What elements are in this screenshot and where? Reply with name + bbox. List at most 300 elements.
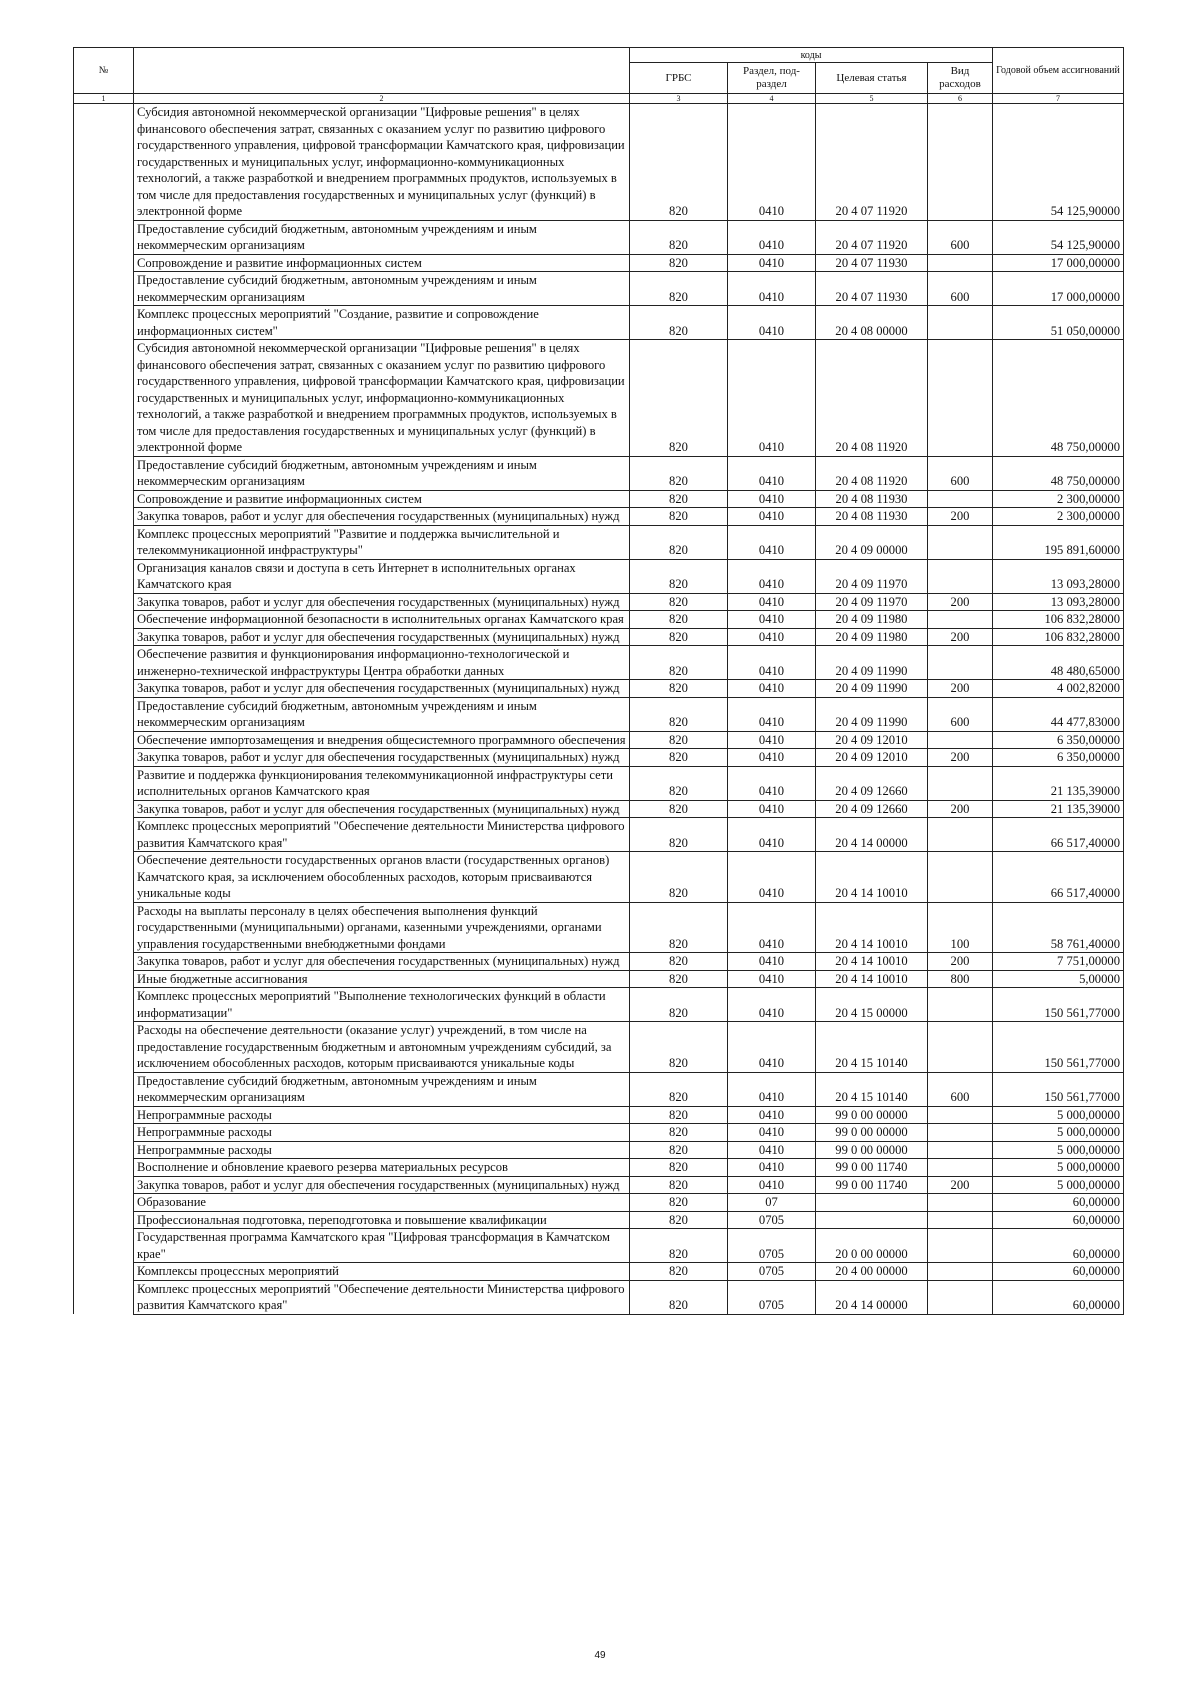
- header-index-1: 1: [74, 94, 134, 104]
- row-allocation-cell: 17 000,00000: [993, 272, 1124, 306]
- row-allocation-cell: 54 125,90000: [993, 220, 1124, 254]
- table-row: [74, 611, 1124, 629]
- row-grbs-cell: 820: [630, 306, 728, 340]
- budget-table-sheet: [73, 47, 1123, 1315]
- row-grbs-cell: 820: [630, 818, 728, 852]
- row-allocation-cell: 7 751,00000: [993, 953, 1124, 971]
- row-name-cell: Обеспечение деятельности государственных органов власти (государственных органов) Камчатского края, за исключением обособленных расходов, которым присваиваются уникальные коды: [134, 852, 630, 903]
- row-grbs-cell: 820: [630, 508, 728, 526]
- row-celevaya-cell: 99 0 00 00000: [816, 1141, 928, 1159]
- row-grbs-cell: 820: [630, 490, 728, 508]
- row-number-cell: [74, 852, 134, 903]
- budget-allocation-table: [73, 47, 1124, 1315]
- row-celevaya-cell: 20 4 09 11990: [816, 697, 928, 731]
- row-name-cell: Закупка товаров, работ и услуг для обеспечения государственных (муниципальных) нужд: [134, 800, 630, 818]
- row-name-cell: Закупка товаров, работ и услуг для обеспечения государственных (муниципальных) нужд: [134, 593, 630, 611]
- row-name-cell: Закупка товаров, работ и услуг для обеспечения государственных (муниципальных) нужд: [134, 953, 630, 971]
- row-name-cell: Субсидия автономной некоммерческой организации "Цифровые решения" в целях финансового обеспечения затрат, связанных с оказанием услуг по развитию цифрового государственного управления, цифровой трансформации Камчатского края, цифровизации государственных и муниципальных услуг, информационно-коммуникационных технологий, а также разработкой и внедрением программных продуктов, используемых в том числе для предоставления государственных и муниципальных услуг (функций) в электронной форме: [134, 104, 630, 221]
- row-grbs-cell: 820: [630, 731, 728, 749]
- row-vid-cell: [928, 818, 993, 852]
- row-name-cell: Непрограммные расходы: [134, 1141, 630, 1159]
- row-razdel-cell: 0705: [728, 1229, 816, 1263]
- table-row: [74, 749, 1124, 767]
- row-name-cell: Комплекс процессных мероприятий "Обеспечение деятельности Министерства цифрового развития Камчатского края": [134, 818, 630, 852]
- row-number-cell: [74, 104, 134, 221]
- table-row: [74, 1176, 1124, 1194]
- row-allocation-cell: 60,00000: [993, 1194, 1124, 1212]
- table-row: [74, 852, 1124, 903]
- table-row: [74, 456, 1124, 490]
- row-allocation-cell: 60,00000: [993, 1263, 1124, 1281]
- row-celevaya-cell: 20 4 08 11920: [816, 456, 928, 490]
- row-celevaya-cell: 20 4 07 11930: [816, 254, 928, 272]
- row-celevaya-cell: 20 4 15 10140: [816, 1022, 928, 1073]
- row-vid-cell: [928, 766, 993, 800]
- row-name-cell: Иные бюджетные ассигнования: [134, 970, 630, 988]
- row-vid-cell: [928, 1229, 993, 1263]
- row-celevaya-cell: 20 0 00 00000: [816, 1229, 928, 1263]
- row-celevaya-cell: 20 4 09 11990: [816, 646, 928, 680]
- row-number-cell: [74, 1072, 134, 1106]
- row-name-cell: Восполнение и обновление краевого резерва материальных ресурсов: [134, 1159, 630, 1177]
- row-number-cell: [74, 800, 134, 818]
- row-razdel-cell: 0410: [728, 800, 816, 818]
- row-vid-cell: [928, 104, 993, 221]
- row-razdel-cell: 0410: [728, 818, 816, 852]
- row-name-cell: Обеспечение информационной безопасности в исполнительных органах Камчатского края: [134, 611, 630, 629]
- row-razdel-cell: 0410: [728, 272, 816, 306]
- row-allocation-cell: 106 832,28000: [993, 628, 1124, 646]
- row-razdel-cell: 0410: [728, 1124, 816, 1142]
- row-allocation-cell: 5 000,00000: [993, 1124, 1124, 1142]
- row-name-cell: Образование: [134, 1194, 630, 1212]
- row-razdel-cell: 0410: [728, 766, 816, 800]
- row-vid-cell: [928, 646, 993, 680]
- table-row: [74, 1194, 1124, 1212]
- row-razdel-cell: 0410: [728, 680, 816, 698]
- row-grbs-cell: 820: [630, 766, 728, 800]
- row-name-cell: Государственная программа Камчатского края "Цифровая трансформация в Камчатском крае": [134, 1229, 630, 1263]
- table-row: [74, 902, 1124, 953]
- header-number: №: [74, 48, 134, 94]
- row-name-cell: Комплексы процессных мероприятий: [134, 1263, 630, 1281]
- row-name-cell: Непрограммные расходы: [134, 1106, 630, 1124]
- row-vid-cell: [928, 1211, 993, 1229]
- row-vid-cell: 200: [928, 749, 993, 767]
- row-allocation-cell: 150 561,77000: [993, 988, 1124, 1022]
- row-celevaya-cell: 20 4 09 11980: [816, 628, 928, 646]
- row-grbs-cell: 820: [630, 1263, 728, 1281]
- row-razdel-cell: 0410: [728, 697, 816, 731]
- row-razdel-cell: 0410: [728, 611, 816, 629]
- row-number-cell: [74, 525, 134, 559]
- row-celevaya-cell: 99 0 00 11740: [816, 1159, 928, 1177]
- row-razdel-cell: 0410: [728, 559, 816, 593]
- row-razdel-cell: 0410: [728, 254, 816, 272]
- row-number-cell: [74, 1141, 134, 1159]
- header-codes: коды: [630, 48, 993, 63]
- row-razdel-cell: 0410: [728, 593, 816, 611]
- row-vid-cell: [928, 340, 993, 457]
- row-allocation-cell: 51 050,00000: [993, 306, 1124, 340]
- row-razdel-cell: 0410: [728, 902, 816, 953]
- row-grbs-cell: 820: [630, 593, 728, 611]
- row-allocation-cell: 44 477,83000: [993, 697, 1124, 731]
- row-name-cell: Закупка товаров, работ и услуг для обеспечения государственных (муниципальных) нужд: [134, 628, 630, 646]
- row-name-cell: Комплекс процессных мероприятий "Создание, развитие и сопровождение информационных систем": [134, 306, 630, 340]
- table-row: [74, 800, 1124, 818]
- row-name-cell: Комплекс процессных мероприятий "Выполнение технологических функций в области информатизации": [134, 988, 630, 1022]
- row-name-cell: Закупка товаров, работ и услуг для обеспечения государственных (муниципальных) нужд: [134, 680, 630, 698]
- row-number-cell: [74, 988, 134, 1022]
- row-vid-cell: 600: [928, 697, 993, 731]
- header-index-4: 4: [728, 94, 816, 104]
- row-number-cell: [74, 1022, 134, 1073]
- row-grbs-cell: 820: [630, 525, 728, 559]
- row-allocation-cell: 195 891,60000: [993, 525, 1124, 559]
- row-allocation-cell: 54 125,90000: [993, 104, 1124, 221]
- row-celevaya-cell: 20 4 08 11930: [816, 490, 928, 508]
- row-name-cell: Закупка товаров, работ и услуг для обеспечения государственных (муниципальных) нужд: [134, 508, 630, 526]
- row-vid-cell: [928, 1124, 993, 1142]
- row-vid-cell: [928, 1106, 993, 1124]
- row-razdel-cell: 0410: [728, 646, 816, 680]
- row-allocation-cell: 13 093,28000: [993, 559, 1124, 593]
- row-allocation-cell: 5,00000: [993, 970, 1124, 988]
- row-number-cell: [74, 1176, 134, 1194]
- header-grbs: ГРБС: [630, 63, 728, 94]
- row-grbs-cell: 820: [630, 852, 728, 903]
- row-celevaya-cell: 20 4 07 11920: [816, 104, 928, 221]
- row-name-cell: Закупка товаров, работ и услуг для обеспечения государственных (муниципальных) нужд: [134, 1176, 630, 1194]
- row-allocation-cell: 60,00000: [993, 1229, 1124, 1263]
- row-name-cell: Комплекс процессных мероприятий "Развитие и поддержка вычислительной и телекоммуникационной инфраструктуры": [134, 525, 630, 559]
- row-vid-cell: 600: [928, 272, 993, 306]
- row-celevaya-cell: 20 4 14 10010: [816, 953, 928, 971]
- table-row: [74, 254, 1124, 272]
- row-number-cell: [74, 1106, 134, 1124]
- row-number-cell: [74, 953, 134, 971]
- table-row: [74, 593, 1124, 611]
- row-allocation-cell: 150 561,77000: [993, 1072, 1124, 1106]
- row-name-cell: Субсидия автономной некоммерческой организации "Цифровые решения" в целях финансового обеспечения затрат, связанных с оказанием услуг по развитию цифрового государственного управления, цифровой трансформации Камчатского края, цифровизации государственных и муниципальных услуг, информационно-коммуникационных технологий, а также разработкой и внедрением программных продуктов, используемых в том числе для предоставления государственных и муниципальных услуг (функций) в электронной форме: [134, 340, 630, 457]
- row-grbs-cell: 820: [630, 254, 728, 272]
- row-razdel-cell: 07: [728, 1194, 816, 1212]
- table-row: [74, 1280, 1124, 1314]
- row-allocation-cell: 4 002,82000: [993, 680, 1124, 698]
- row-allocation-cell: 17 000,00000: [993, 254, 1124, 272]
- row-grbs-cell: 820: [630, 272, 728, 306]
- row-vid-cell: [928, 611, 993, 629]
- row-number-cell: [74, 818, 134, 852]
- row-razdel-cell: 0410: [728, 220, 816, 254]
- row-number-cell: [74, 766, 134, 800]
- row-razdel-cell: 0410: [728, 508, 816, 526]
- header-index-3: 3: [630, 94, 728, 104]
- row-grbs-cell: 820: [630, 970, 728, 988]
- row-celevaya-cell: 20 4 15 00000: [816, 988, 928, 1022]
- table-row: [74, 1022, 1124, 1073]
- table-row: [74, 1106, 1124, 1124]
- row-razdel-cell: 0410: [728, 456, 816, 490]
- row-razdel-cell: 0410: [728, 1106, 816, 1124]
- table-row: [74, 731, 1124, 749]
- table-row: [74, 559, 1124, 593]
- row-allocation-cell: 6 350,00000: [993, 731, 1124, 749]
- row-allocation-cell: 66 517,40000: [993, 852, 1124, 903]
- table-row: [74, 680, 1124, 698]
- row-grbs-cell: 820: [630, 697, 728, 731]
- row-allocation-cell: 13 093,28000: [993, 593, 1124, 611]
- row-name-cell: Организация каналов связи и доступа в сеть Интернет в исполнительных органах Камчатского края: [134, 559, 630, 593]
- row-name-cell: Предоставление субсидий бюджетным, автономным учреждениям и иным некоммерческим организациям: [134, 1072, 630, 1106]
- row-grbs-cell: 820: [630, 1176, 728, 1194]
- row-name-cell: Предоставление субсидий бюджетным, автономным учреждениям и иным некоммерческим организациям: [134, 272, 630, 306]
- row-razdel-cell: 0410: [728, 340, 816, 457]
- table-row: [74, 628, 1124, 646]
- row-grbs-cell: 820: [630, 611, 728, 629]
- row-number-cell: [74, 1229, 134, 1263]
- row-name-cell: Профессиональная подготовка, переподготовка и повышение квалификации: [134, 1211, 630, 1229]
- row-allocation-cell: 60,00000: [993, 1211, 1124, 1229]
- row-name-cell: Закупка товаров, работ и услуг для обеспечения государственных (муниципальных) нужд: [134, 749, 630, 767]
- row-vid-cell: [928, 254, 993, 272]
- row-vid-cell: 200: [928, 800, 993, 818]
- row-allocation-cell: 6 350,00000: [993, 749, 1124, 767]
- table-row: [74, 766, 1124, 800]
- row-number-cell: [74, 1159, 134, 1177]
- row-grbs-cell: 820: [630, 340, 728, 457]
- row-vid-cell: [928, 1159, 993, 1177]
- table-row: [74, 988, 1124, 1022]
- page-number: 49: [594, 1650, 606, 1661]
- row-grbs-cell: 820: [630, 680, 728, 698]
- row-celevaya-cell: 20 4 09 12010: [816, 749, 928, 767]
- row-allocation-cell: 48 750,00000: [993, 456, 1124, 490]
- row-name-cell: Развитие и поддержка функционирования телекоммуникационной инфраструктуры сети исполнительных органов Камчатского края: [134, 766, 630, 800]
- row-vid-cell: [928, 1263, 993, 1281]
- table-row: [74, 104, 1124, 221]
- row-vid-cell: 200: [928, 593, 993, 611]
- row-number-cell: [74, 272, 134, 306]
- row-vid-cell: 200: [928, 628, 993, 646]
- row-celevaya-cell: 20 4 09 12660: [816, 800, 928, 818]
- table-row: [74, 508, 1124, 526]
- row-number-cell: [74, 593, 134, 611]
- table-row: [74, 1072, 1124, 1106]
- row-grbs-cell: 820: [630, 1124, 728, 1142]
- table-row: [74, 1124, 1124, 1142]
- row-grbs-cell: 820: [630, 559, 728, 593]
- header-index-5: 5: [816, 94, 928, 104]
- row-celevaya-cell: 20 4 07 11920: [816, 220, 928, 254]
- row-vid-cell: [928, 988, 993, 1022]
- table-row: [74, 697, 1124, 731]
- table-row: [74, 272, 1124, 306]
- table-row: [74, 1211, 1124, 1229]
- row-name-cell: Предоставление субсидий бюджетным, автономным учреждениям и иным некоммерческим организациям: [134, 220, 630, 254]
- row-vid-cell: [928, 1280, 993, 1314]
- row-celevaya-cell: 99 0 00 11740: [816, 1176, 928, 1194]
- header-index-2: 2: [134, 94, 630, 104]
- row-grbs-cell: 820: [630, 1072, 728, 1106]
- row-celevaya-cell: 20 4 14 00000: [816, 818, 928, 852]
- row-vid-cell: [928, 306, 993, 340]
- row-name-cell: Предоставление субсидий бюджетным, автономным учреждениям и иным некоммерческим организациям: [134, 697, 630, 731]
- row-number-cell: [74, 254, 134, 272]
- row-number-cell: [74, 1211, 134, 1229]
- row-razdel-cell: 0410: [728, 490, 816, 508]
- row-razdel-cell: 0410: [728, 1176, 816, 1194]
- row-celevaya-cell: 20 4 09 12660: [816, 766, 928, 800]
- row-celevaya-cell: 99 0 00 00000: [816, 1106, 928, 1124]
- row-grbs-cell: 820: [630, 104, 728, 221]
- header-razdel: Раздел, под-раздел: [728, 63, 816, 94]
- table-body: [74, 104, 1124, 1315]
- row-grbs-cell: 820: [630, 902, 728, 953]
- row-celevaya-cell: 20 4 15 10140: [816, 1072, 928, 1106]
- row-razdel-cell: 0410: [728, 104, 816, 221]
- row-number-cell: [74, 970, 134, 988]
- row-celevaya-cell: 20 4 09 00000: [816, 525, 928, 559]
- header-name: [134, 48, 630, 94]
- row-number-cell: [74, 628, 134, 646]
- table-row: [74, 953, 1124, 971]
- table-row: [74, 970, 1124, 988]
- row-name-cell: Сопровождение и развитие информационных систем: [134, 490, 630, 508]
- table-row: [74, 818, 1124, 852]
- row-allocation-cell: 58 761,40000: [993, 902, 1124, 953]
- row-number-cell: [74, 456, 134, 490]
- row-vid-cell: 600: [928, 220, 993, 254]
- row-razdel-cell: 0410: [728, 953, 816, 971]
- table-row: [74, 1263, 1124, 1281]
- row-allocation-cell: 60,00000: [993, 1280, 1124, 1314]
- row-vid-cell: 200: [928, 508, 993, 526]
- row-grbs-cell: 820: [630, 456, 728, 490]
- row-razdel-cell: 0410: [728, 988, 816, 1022]
- row-name-cell: Непрограммные расходы: [134, 1124, 630, 1142]
- row-razdel-cell: 0410: [728, 525, 816, 559]
- row-allocation-cell: 21 135,39000: [993, 766, 1124, 800]
- row-grbs-cell: 820: [630, 220, 728, 254]
- row-vid-cell: [928, 1194, 993, 1212]
- row-grbs-cell: 820: [630, 1280, 728, 1314]
- row-number-cell: [74, 731, 134, 749]
- row-name-cell: Расходы на обеспечение деятельности (оказание услуг) учреждений, в том числе на предоставление государственным бюджетным и автономным учреждениям субсидий, за исключением обособленных расходов, которым присваиваются уникальные коды: [134, 1022, 630, 1073]
- row-vid-cell: 200: [928, 680, 993, 698]
- row-number-cell: [74, 306, 134, 340]
- row-number-cell: [74, 1124, 134, 1142]
- row-celevaya-cell: 20 4 14 00000: [816, 1280, 928, 1314]
- row-celevaya-cell: 20 4 07 11930: [816, 272, 928, 306]
- row-razdel-cell: 0410: [728, 1141, 816, 1159]
- row-razdel-cell: 0705: [728, 1263, 816, 1281]
- row-vid-cell: 100: [928, 902, 993, 953]
- row-allocation-cell: 21 135,39000: [993, 800, 1124, 818]
- row-celevaya-cell: 20 4 08 00000: [816, 306, 928, 340]
- row-grbs-cell: 820: [630, 953, 728, 971]
- row-number-cell: [74, 1280, 134, 1314]
- row-allocation-cell: 5 000,00000: [993, 1141, 1124, 1159]
- row-celevaya-cell: 20 4 09 11970: [816, 593, 928, 611]
- table-row: [74, 220, 1124, 254]
- row-grbs-cell: 820: [630, 1194, 728, 1212]
- row-celevaya-cell: 20 4 09 11990: [816, 680, 928, 698]
- table-row: [74, 1141, 1124, 1159]
- table-row: [74, 306, 1124, 340]
- row-celevaya-cell: 20 4 14 10010: [816, 970, 928, 988]
- header-index-7: 7: [993, 94, 1124, 104]
- row-number-cell: [74, 902, 134, 953]
- row-number-cell: [74, 220, 134, 254]
- table-row: [74, 340, 1124, 457]
- row-number-cell: [74, 611, 134, 629]
- header-vid: Вид расходов: [928, 63, 993, 94]
- row-allocation-cell: 48 480,65000: [993, 646, 1124, 680]
- table-row: [74, 646, 1124, 680]
- row-vid-cell: [928, 559, 993, 593]
- row-vid-cell: [928, 1141, 993, 1159]
- table-header: [74, 48, 1124, 104]
- header-celevaya: Целевая статья: [816, 63, 928, 94]
- row-allocation-cell: 5 000,00000: [993, 1159, 1124, 1177]
- row-razdel-cell: 0410: [728, 306, 816, 340]
- row-name-cell: Комплекс процессных мероприятий "Обеспечение деятельности Министерства цифрового развития Камчатского края": [134, 1280, 630, 1314]
- row-razdel-cell: 0410: [728, 1022, 816, 1073]
- row-number-cell: [74, 490, 134, 508]
- row-celevaya-cell: 20 4 09 12010: [816, 731, 928, 749]
- row-allocation-cell: 2 300,00000: [993, 490, 1124, 508]
- row-razdel-cell: 0410: [728, 852, 816, 903]
- row-number-cell: [74, 646, 134, 680]
- row-razdel-cell: 0410: [728, 1072, 816, 1106]
- table-row: [74, 490, 1124, 508]
- row-celevaya-cell: 20 4 09 11970: [816, 559, 928, 593]
- row-number-cell: [74, 559, 134, 593]
- row-vid-cell: [928, 731, 993, 749]
- table-row: [74, 1159, 1124, 1177]
- row-number-cell: [74, 749, 134, 767]
- row-name-cell: Обеспечение развития и функционирования информационно-технологической и инженерно-технической инфраструктуры Центра обработки данных: [134, 646, 630, 680]
- row-allocation-cell: 106 832,28000: [993, 611, 1124, 629]
- row-allocation-cell: 66 517,40000: [993, 818, 1124, 852]
- row-grbs-cell: 820: [630, 1211, 728, 1229]
- row-name-cell: Предоставление субсидий бюджетным, автономным учреждениям и иным некоммерческим организациям: [134, 456, 630, 490]
- row-grbs-cell: 820: [630, 1229, 728, 1263]
- row-grbs-cell: 820: [630, 749, 728, 767]
- row-allocation-cell: 48 750,00000: [993, 340, 1124, 457]
- row-allocation-cell: 150 561,77000: [993, 1022, 1124, 1073]
- row-razdel-cell: 0410: [728, 628, 816, 646]
- row-grbs-cell: 820: [630, 628, 728, 646]
- row-vid-cell: 200: [928, 953, 993, 971]
- row-razdel-cell: 0410: [728, 749, 816, 767]
- row-name-cell: Обеспечение импортозамещения и внедрения общесистемного программного обеспечения: [134, 731, 630, 749]
- row-number-cell: [74, 697, 134, 731]
- row-name-cell: Сопровождение и развитие информационных систем: [134, 254, 630, 272]
- header-allocation: Годовой объем ассигнований: [993, 48, 1124, 94]
- row-celevaya-cell: 20 4 00 00000: [816, 1263, 928, 1281]
- row-grbs-cell: 820: [630, 988, 728, 1022]
- row-grbs-cell: 820: [630, 1141, 728, 1159]
- table-row: [74, 525, 1124, 559]
- row-grbs-cell: 820: [630, 646, 728, 680]
- row-number-cell: [74, 1194, 134, 1212]
- row-number-cell: [74, 340, 134, 457]
- row-number-cell: [74, 508, 134, 526]
- row-celevaya-cell: 99 0 00 00000: [816, 1124, 928, 1142]
